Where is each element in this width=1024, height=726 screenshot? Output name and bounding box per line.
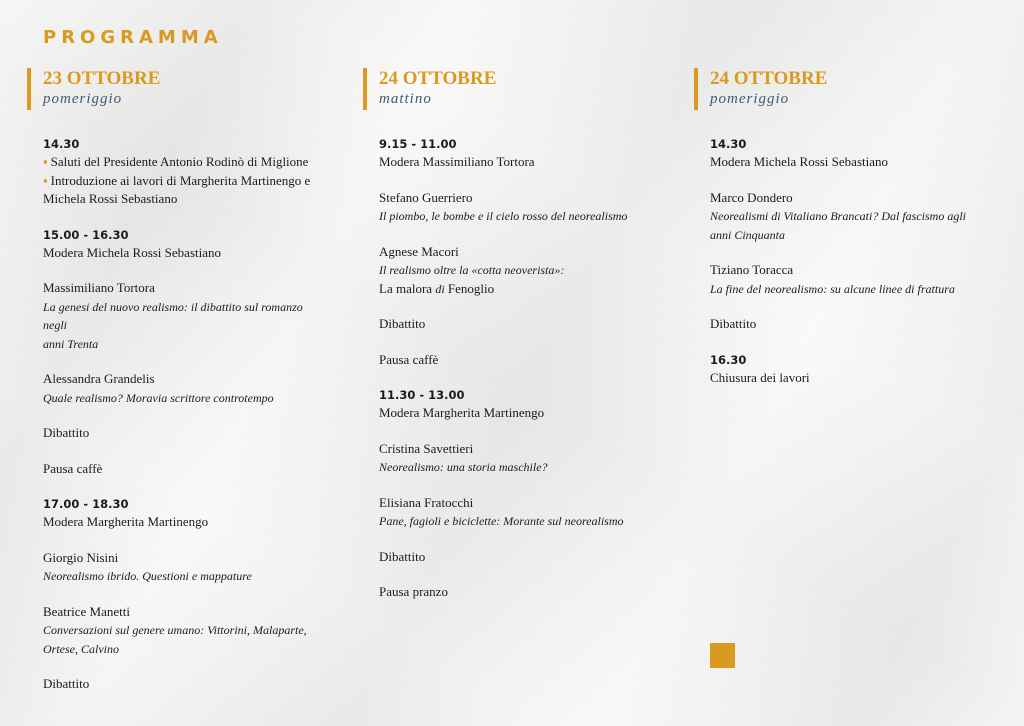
schedule-block (43, 424, 327, 443)
schedule-list (694, 135, 994, 387)
line-text: Conversazioni sul genere umano: Vittorini, Malaparte, (43, 623, 307, 637)
session-time: 14.30 (43, 137, 80, 151)
day-period: pomeriggio (710, 91, 790, 107)
line-text: Marco Dondero (710, 189, 793, 205)
day-date (710, 68, 994, 90)
talk-title (43, 335, 327, 354)
line-text: Il piombo, le bombe e il cielo rosso del neorealismo (379, 209, 628, 223)
spacer (43, 478, 327, 495)
schedule-line (379, 189, 663, 208)
line-text: Neorealismi di Vitaliano Brancati? Dal fascismo agli (710, 209, 966, 223)
day-header (363, 68, 663, 110)
schedule-block (379, 548, 663, 567)
line-text: Ortese, Calvino (43, 641, 119, 656)
schedule-block (379, 189, 663, 226)
spacer (43, 262, 327, 279)
schedule-line (43, 460, 327, 479)
spacer (43, 209, 327, 226)
spacer (379, 172, 663, 189)
talk-title-part: di (435, 281, 445, 296)
schedule-block (710, 315, 994, 334)
line-text: Michela Rossi Sebastiano (43, 191, 178, 206)
spacer (710, 172, 994, 189)
schedule-line (710, 315, 994, 334)
day-month: OTTOBRE (402, 68, 497, 89)
schedule-block (43, 279, 327, 353)
spacer (379, 477, 663, 494)
schedule-line (43, 370, 327, 389)
schedule-list (363, 135, 663, 602)
spacer (379, 334, 663, 351)
day-month: OTTOBRE (66, 68, 161, 89)
spacer (43, 532, 327, 549)
schedule-line (710, 369, 994, 388)
day-column-23-pomeriggio (27, 68, 327, 694)
schedule-block (43, 675, 327, 694)
spacer (710, 298, 994, 315)
line-text: Saluti del Presidente Antonio Rodinò di Miglione (50, 154, 309, 169)
day-period: mattino (379, 91, 432, 107)
schedule-line (43, 190, 327, 209)
spacer (710, 244, 994, 261)
schedule-block (43, 370, 327, 407)
schedule-block (710, 261, 994, 298)
session-time: 11.30 - 13.00 (379, 388, 465, 402)
schedule-block (379, 315, 663, 334)
line-text: Pausa pranzo (379, 584, 448, 599)
line-text: Beatrice Manetti (43, 603, 130, 619)
line-text: Modera Michela Rossi Sebastiano (710, 154, 888, 169)
talk-title (43, 389, 327, 408)
session-time: 14.30 (710, 137, 747, 151)
schedule-block (379, 351, 663, 370)
line-text: anni Cinquanta (710, 227, 786, 242)
line-text: Pausa caffè (379, 351, 439, 367)
talk-title (379, 512, 663, 531)
schedule-line (379, 494, 663, 513)
line-text: Elisiana Fratocchi (379, 494, 474, 510)
schedule-line (379, 440, 663, 459)
talk-title-part: Fenoglio (444, 280, 495, 296)
line-text: Pane, fagioli e biciclette: Morante sul neorealismo (379, 514, 624, 528)
schedule-block (43, 495, 327, 532)
schedule-line (379, 404, 663, 423)
line-text: Dibattito (379, 316, 426, 331)
schedule-line (379, 548, 663, 567)
day-month: OTTOBRE (733, 68, 828, 89)
day-date (43, 68, 327, 90)
line-text: Dibattito (710, 316, 757, 331)
line-text: Dibattito (43, 676, 90, 691)
schedule-line (379, 315, 663, 334)
schedule-block (43, 603, 327, 659)
schedule-line (43, 172, 327, 191)
talk-title-part: La malora (379, 280, 436, 296)
day-period: pomeriggio (43, 91, 123, 107)
line-text: Agnese Macori (379, 243, 459, 259)
schedule-line (43, 244, 327, 263)
line-text: Quale realismo? Moravia scrittore controtempo (43, 390, 274, 405)
spacer (379, 423, 663, 440)
schedule-line (379, 583, 663, 602)
schedule-block (43, 135, 327, 209)
talk-title (710, 280, 994, 299)
spacer (379, 226, 663, 243)
line-text: Modera Margherita Martinengo (43, 514, 209, 529)
spacer (43, 658, 327, 675)
day-number: 23 (43, 68, 62, 89)
schedule-line (43, 549, 327, 568)
spacer (379, 369, 663, 386)
schedule-block (710, 351, 994, 388)
talk-title (43, 298, 327, 335)
schedule-line (379, 243, 663, 262)
spacer (43, 353, 327, 370)
day-date (379, 68, 663, 90)
talk-title (379, 261, 663, 280)
session-time: 9.15 - 11.00 (379, 137, 457, 151)
day-number: 24 (710, 68, 729, 89)
schedule-line (379, 280, 663, 299)
schedule-list (27, 135, 327, 694)
line-text: La genesi del nuovo realismo: il dibattito sul romanzo negli (43, 299, 303, 332)
schedule-block (379, 440, 663, 477)
line-text: Neorealismo ibrido. Questioni e mappature (43, 569, 252, 583)
line-text: Introduzione ai lavori di Margherita Martinengo e (50, 172, 311, 188)
spacer (379, 531, 663, 548)
page-title: PROGRAMMA (43, 27, 223, 48)
line-text: Modera Michela Rossi Sebastiano (43, 244, 221, 260)
day-number: 24 (379, 68, 398, 89)
schedule-line (379, 351, 663, 370)
line-text: Massimiliano Tortora (43, 280, 155, 295)
schedule-block (379, 386, 663, 423)
schedule-block (379, 494, 663, 531)
spacer (43, 586, 327, 603)
line-text: anni Trenta (43, 336, 99, 351)
talk-title (43, 567, 327, 586)
bullet-icon: ▪ (43, 172, 48, 188)
schedule-line (43, 424, 327, 443)
bullet-icon: ▪ (43, 154, 48, 169)
line-text: Pausa caffè (43, 460, 103, 476)
session-time: 16.30 (710, 352, 747, 367)
schedule-line (710, 189, 994, 208)
spacer (379, 298, 663, 315)
line-text: Cristina Savettieri (379, 440, 474, 456)
line-text: Alessandra Grandelis (43, 371, 155, 386)
line-text: Stefano Guerriero (379, 189, 473, 205)
spacer (43, 407, 327, 424)
talk-title (379, 458, 663, 477)
schedule-block (379, 243, 663, 299)
schedule-block (43, 460, 327, 479)
schedule-line (43, 153, 327, 172)
schedule-line (379, 153, 663, 172)
line-text: Dibattito (379, 548, 426, 564)
day-header (27, 68, 327, 110)
line-text: La fine del neorealismo: su alcune linee di frattura (710, 281, 955, 296)
spacer (379, 566, 663, 583)
day-header (694, 68, 994, 110)
line-text: Modera Margherita Martinengo (379, 405, 545, 420)
schedule-block (379, 135, 663, 172)
day-column-24-mattino (363, 68, 663, 602)
schedule-line (710, 153, 994, 172)
schedule-block (43, 549, 327, 586)
day-column-24-pomeriggio (694, 68, 994, 387)
spacer (710, 334, 994, 351)
decorative-square (710, 643, 735, 668)
line-text: Modera Massimiliano Tortora (379, 154, 535, 169)
schedule-line (43, 279, 327, 298)
schedule-block (710, 135, 994, 172)
schedule-line (43, 675, 327, 694)
line-text: Tiziano Toracca (710, 262, 794, 277)
schedule-block (379, 583, 663, 602)
line-text: Dibattito (43, 425, 90, 440)
schedule-line (43, 513, 327, 532)
line-text: Chiusura dei lavori (710, 369, 810, 385)
talk-title (379, 207, 663, 226)
session-time: 15.00 - 16.30 (43, 227, 129, 242)
line-text: Neorealismo: una storia maschile? (379, 460, 548, 474)
line-text: Giorgio Nisini (43, 549, 119, 565)
spacer (43, 443, 327, 460)
schedule-line (710, 261, 994, 280)
talk-title (43, 621, 327, 640)
session-time: 17.00 - 18.30 (43, 497, 129, 511)
schedule-line (43, 603, 327, 622)
schedule-block (43, 226, 327, 263)
line-text: Il realismo oltre la «cotta neoverista»: (379, 263, 565, 277)
talk-title (710, 226, 994, 245)
talk-title (710, 207, 994, 226)
talk-title (43, 640, 327, 659)
schedule-block (710, 189, 994, 245)
